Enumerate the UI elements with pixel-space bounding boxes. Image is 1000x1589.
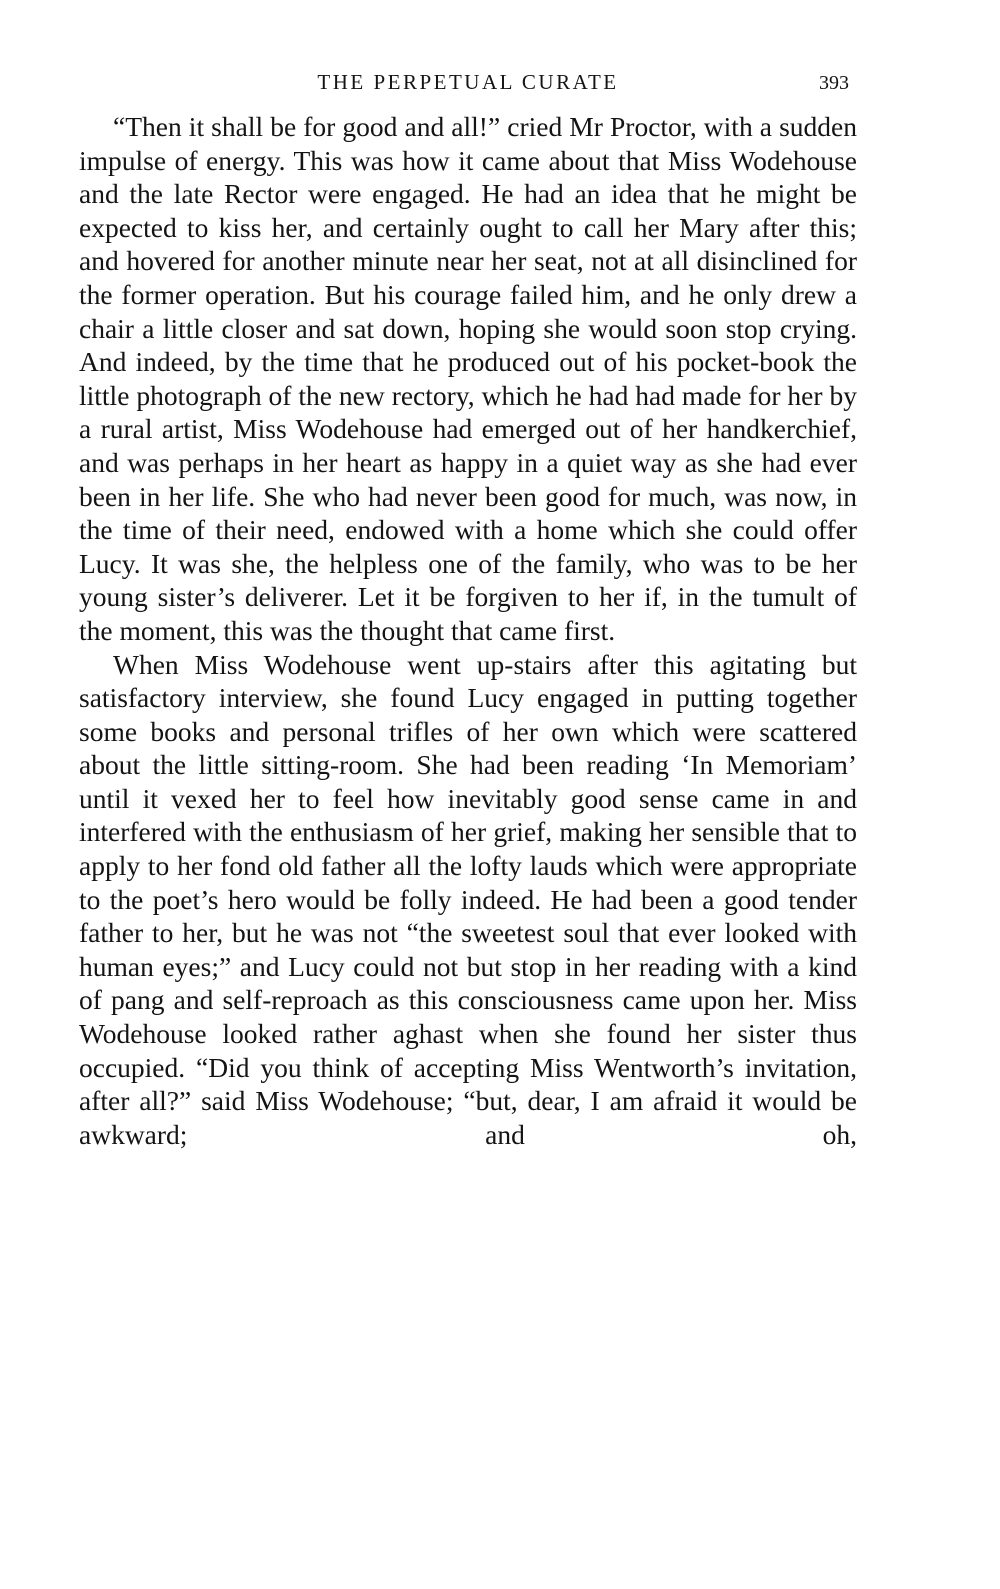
running-header: [79, 62, 857, 102]
body-text: [79, 110, 857, 1151]
paragraph-1: “Then it shall be for good and all!” cried Mr Proctor, with a sudden impulse of energy. This was how it came about that Miss Wodehouse and the late Rector were engaged. He had an idea that he might be expected to kiss her, and certainly ought to call her Mary after this; and hovered for another minute near her seat, not at all disinclined for the former operation. But his courage failed him, and he only drew a chair a little closer and sat down, hoping she would soon stop crying. And indeed, by the time that he produced out of his pocket-book the little photograph of the new rectory, which he had had made for her by a rural artist, Miss Wodehouse had emerged out of her handkerchief, and was perhaps in her heart as happy in a quiet way as she had ever been in her life. She who had never been good for much, was now, in the time of their need, endowed with a home which she could offer Lucy. It was she, the helpless one of the family, who was to be her young sister’s deliverer. Let it be forgiven to her if, in the tumult of the moment, this was the thought that came first.: [79, 111, 857, 646]
page-number: 393: [819, 72, 849, 94]
book-page: [79, 62, 857, 1151]
running-title: THE PERPETUAL CURATE: [317, 70, 619, 94]
paragraph-2: When Miss Wodehouse went up-stairs after this agitating but satisfactory interview, she found Lucy engaged in putting together some books and personal trifles of her own which were scattered about the little sitting-room. She had been reading ‘In Memoriam’ until it vexed her to feel how inevitably good sense came in and interfered with the enthusiasm of her grief, making her sensible that to apply to her fond old father all the lofty lauds which were appropriate to the poet’s hero would be folly indeed. He had been a good tender father to her, but he was not “the sweetest soul that ever looked with human eyes;” and Lucy could not but stop in her reading with a kind of pang and self-reproach as this consciousness came upon her. Miss Wodehouse looked rather aghast when she found her sister thus occupied. “Did you think of accepting Miss Wentworth’s invitation, after all?” said Miss Wodehouse; “but, dear, I am afraid it would be awkward; and oh,: [79, 648, 857, 1150]
